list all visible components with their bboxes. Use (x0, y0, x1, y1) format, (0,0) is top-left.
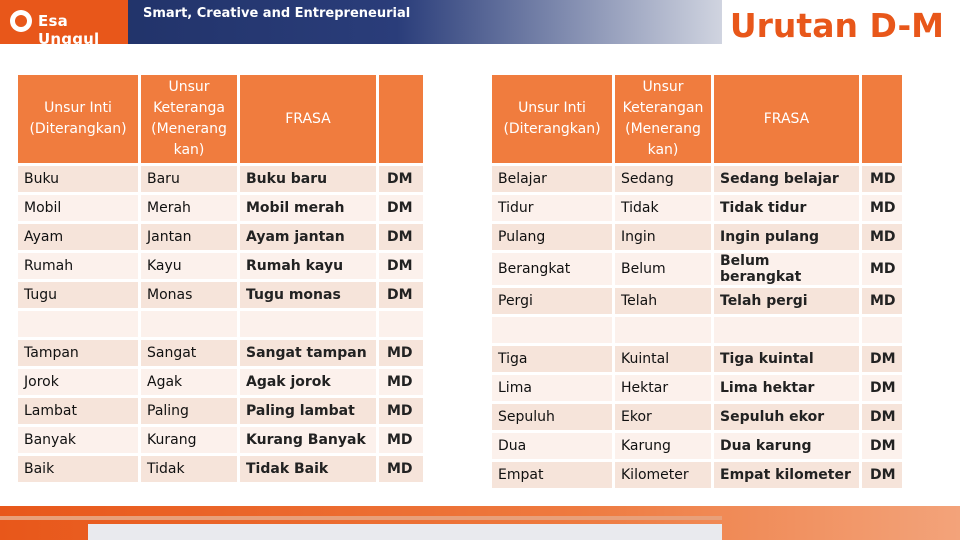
cell-frasa: Ayam jantan (240, 224, 376, 250)
cell-unsur-keterangan: Jantan (141, 224, 237, 250)
cell-unsur-inti: Belajar (492, 166, 612, 192)
table-row (492, 166, 902, 192)
cell-frasa: Ingin pulang (714, 224, 859, 250)
table-row (492, 404, 902, 430)
cell-unsur-keterangan: Belum (615, 253, 711, 285)
cell-unsur-keterangan: Ingin (615, 224, 711, 250)
cell-unsur-keterangan: Monas (141, 282, 237, 308)
cell-frasa: Tugu monas (240, 282, 376, 308)
cell-unsur-inti: Mobil (18, 195, 138, 221)
cell-urutan: DM (862, 433, 902, 459)
cell-unsur-inti: Tiga (492, 346, 612, 372)
cell-unsur-keterangan: Agak (141, 369, 237, 395)
cell-unsur-keterangan: Telah (615, 288, 711, 314)
table-row (492, 317, 902, 343)
cell-frasa (240, 311, 376, 337)
table-row (18, 398, 423, 424)
table-row (18, 311, 423, 337)
cell-unsur-inti: Tugu (18, 282, 138, 308)
cell-unsur-keterangan: Paling (141, 398, 237, 424)
cell-urutan: MD (862, 195, 902, 221)
cell-frasa: Sepuluh ekor (714, 404, 859, 430)
right-table (489, 72, 905, 491)
left-table-body (18, 166, 423, 482)
cell-urutan: DM (862, 375, 902, 401)
footer-bar (0, 506, 960, 540)
column-header (379, 75, 423, 163)
cell-unsur-keterangan: Kuintal (615, 346, 711, 372)
cell-urutan: DM (862, 404, 902, 430)
left-table (15, 72, 426, 485)
table-row (492, 462, 902, 488)
cell-unsur-inti: Pulang (492, 224, 612, 250)
footer-divider (0, 516, 722, 520)
cell-urutan (862, 317, 902, 343)
cell-unsur-keterangan: Tidak (615, 195, 711, 221)
table-row (18, 427, 423, 453)
table-row (18, 253, 423, 279)
cell-unsur-inti: Lambat (18, 398, 138, 424)
cell-unsur-keterangan: Kayu (141, 253, 237, 279)
cell-unsur-keterangan: Sangat (141, 340, 237, 366)
cell-urutan: MD (379, 398, 423, 424)
right-table-header (492, 75, 902, 163)
cell-frasa: Agak jorok (240, 369, 376, 395)
table-row (492, 375, 902, 401)
cell-frasa: Lima hektar (714, 375, 859, 401)
cell-frasa: Tidak Baik (240, 456, 376, 482)
column-header: Unsur Inti (Diterangkan) (18, 75, 138, 163)
cell-urutan: MD (862, 166, 902, 192)
cell-unsur-inti: Dua (492, 433, 612, 459)
cell-frasa: Sedang belajar (714, 166, 859, 192)
slide-title: Urutan D-M (729, 6, 944, 45)
cell-urutan: DM (379, 195, 423, 221)
cell-frasa (714, 317, 859, 343)
table-row (18, 456, 423, 482)
cell-unsur-keterangan: Hektar (615, 375, 711, 401)
cell-urutan: DM (379, 253, 423, 279)
cell-unsur-keterangan (615, 317, 711, 343)
cell-unsur-keterangan: Tidak (141, 456, 237, 482)
cell-unsur-inti: Buku (18, 166, 138, 192)
cell-unsur-keterangan: Sedang (615, 166, 711, 192)
table-row (492, 253, 902, 285)
cell-frasa: Empat kilometer (714, 462, 859, 488)
cell-unsur-keterangan: Kurang (141, 427, 237, 453)
table-row (18, 340, 423, 366)
table-row (492, 224, 902, 250)
column-header: Unsur Keterangan (Menerang kan) (615, 75, 711, 163)
cell-urutan: MD (379, 427, 423, 453)
logo-text: Esa Unggul (38, 12, 100, 48)
table-row (492, 346, 902, 372)
cell-unsur-inti: Lima (492, 375, 612, 401)
cell-frasa: Buku baru (240, 166, 376, 192)
cell-frasa: Mobil merah (240, 195, 376, 221)
cell-urutan: DM (379, 166, 423, 192)
cell-frasa: Paling lambat (240, 398, 376, 424)
footer-strip (88, 524, 722, 540)
tagline: Smart, Creative and Entrepreneurial (143, 6, 411, 21)
cell-unsur-inti (18, 311, 138, 337)
table-row (492, 288, 902, 314)
table-row (492, 195, 902, 221)
right-table-body (492, 166, 902, 488)
column-header (862, 75, 902, 163)
left-table-header (18, 75, 423, 163)
cell-unsur-inti: Empat (492, 462, 612, 488)
cell-urutan: MD (379, 340, 423, 366)
cell-urutan: MD (379, 456, 423, 482)
cell-frasa: Telah pergi (714, 288, 859, 314)
logo-emblem-icon (10, 10, 32, 32)
table-row (492, 433, 902, 459)
cell-unsur-inti: Rumah (18, 253, 138, 279)
cell-urutan (379, 311, 423, 337)
cell-unsur-keterangan: Kilometer (615, 462, 711, 488)
cell-unsur-keterangan: Merah (141, 195, 237, 221)
cell-unsur-keterangan: Baru (141, 166, 237, 192)
cell-urutan: DM (379, 224, 423, 250)
column-header: Unsur Keteranga (Menerang kan) (141, 75, 237, 163)
table-row (18, 166, 423, 192)
cell-unsur-inti: Ayam (18, 224, 138, 250)
cell-urutan: MD (379, 369, 423, 395)
cell-frasa: Sangat tampan (240, 340, 376, 366)
cell-urutan: DM (862, 462, 902, 488)
cell-unsur-inti: Tidur (492, 195, 612, 221)
cell-urutan: MD (862, 288, 902, 314)
cell-urutan: DM (862, 346, 902, 372)
cell-urutan: MD (862, 224, 902, 250)
cell-urutan: DM (379, 282, 423, 308)
cell-unsur-keterangan: Karung (615, 433, 711, 459)
table-row (18, 282, 423, 308)
table-row (18, 224, 423, 250)
cell-unsur-inti: Tampan (18, 340, 138, 366)
cell-unsur-inti (492, 317, 612, 343)
column-header: FRASA (714, 75, 859, 163)
cell-unsur-inti: Jorok (18, 369, 138, 395)
cell-unsur-inti: Berangkat (492, 253, 612, 285)
cell-unsur-inti: Baik (18, 456, 138, 482)
table-row (18, 195, 423, 221)
cell-frasa: Kurang Banyak (240, 427, 376, 453)
cell-urutan: MD (862, 253, 902, 285)
cell-unsur-inti: Pergi (492, 288, 612, 314)
cell-frasa: Tiga kuintal (714, 346, 859, 372)
cell-frasa: Rumah kayu (240, 253, 376, 279)
cell-frasa: Tidak tidur (714, 195, 859, 221)
logo (0, 0, 128, 48)
cell-frasa: Dua karung (714, 433, 859, 459)
cell-unsur-keterangan (141, 311, 237, 337)
cell-frasa: Belum berangkat (714, 253, 859, 285)
column-header: FRASA (240, 75, 376, 163)
table-row (18, 369, 423, 395)
header-banner (0, 0, 722, 48)
column-header: Unsur Inti (Diterangkan) (492, 75, 612, 163)
cell-unsur-inti: Sepuluh (492, 404, 612, 430)
cell-unsur-inti: Banyak (18, 427, 138, 453)
cell-unsur-keterangan: Ekor (615, 404, 711, 430)
